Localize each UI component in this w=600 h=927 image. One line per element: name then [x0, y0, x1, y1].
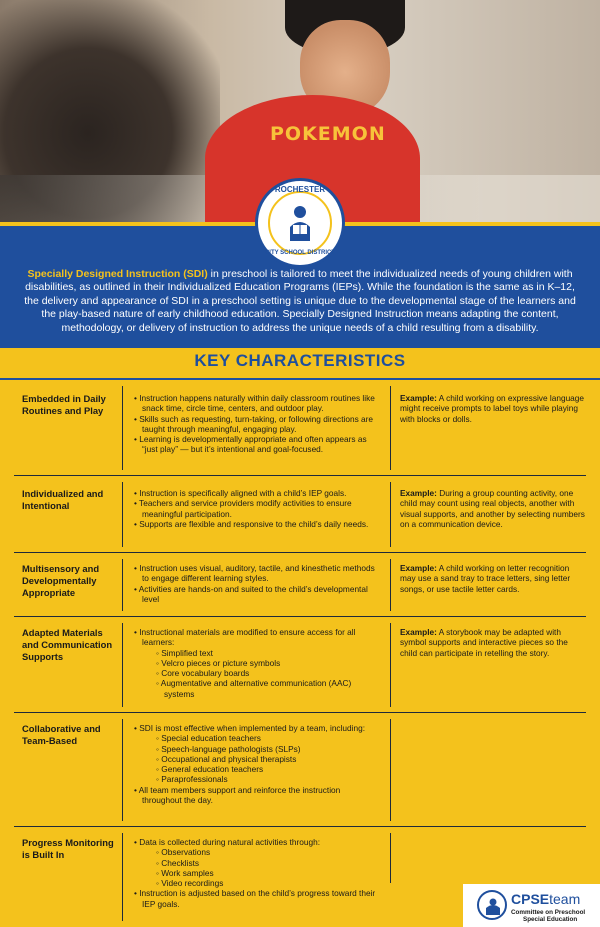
- bullet: • Instruction happens naturally within daily classroom routines like snack time, circle time, centers, and outdoor play.: [134, 393, 375, 414]
- column-divider: [390, 559, 391, 611]
- characteristic-row: [0, 713, 600, 827]
- logo-brand-main: CPSE: [511, 891, 550, 907]
- intro-paragraph: [22, 268, 578, 335]
- sub-bullet: ◦ Paraprofessionals: [156, 774, 228, 785]
- sub-bullet: ◦ Occupational and physical therapists: [156, 753, 297, 764]
- characteristic-row: [0, 380, 600, 476]
- bullet: • Skills such as requesting, turn-taking, or following directions are taught through meaningful, engaging play.: [134, 413, 374, 434]
- school-district-seal: [255, 178, 345, 268]
- sub-bullet: ◦ Work samples: [156, 867, 214, 878]
- sub-bullet: ◦ Core vocabulary boards: [156, 668, 250, 679]
- row-details: [134, 837, 380, 909]
- sub-bullet: ◦ Special education teachers: [156, 733, 261, 744]
- row-details: [134, 563, 380, 604]
- example-text: A child working on letter recognition may use a sand tray to trace letters, sing letter songs, or use tactile letter cards.: [400, 563, 571, 594]
- sub-bullet: ◦ Simplified text: [156, 647, 213, 658]
- logo-brand-team: team: [549, 891, 581, 907]
- characteristic-row: [0, 617, 600, 713]
- cpse-team-logo: [463, 884, 600, 927]
- column-divider: [390, 623, 391, 707]
- seal-text-bottom: CITY SCHOOL DISTRICT: [264, 250, 336, 256]
- example-label: Example:: [400, 627, 437, 637]
- sub-bullet: ◦ Checklists: [156, 857, 200, 868]
- column-divider: [122, 833, 123, 921]
- section-title: KEY CHARACTERISTICS: [194, 351, 406, 370]
- bullet: • Learning is developmentally appropriate and often appears as “just play” — but it’s intentional and goal-focused.: [134, 434, 367, 455]
- sub-bullet: ◦ Augmentative and alternative communication (AAC) systems: [156, 678, 352, 699]
- characteristic-row: [0, 476, 600, 553]
- column-divider: [390, 386, 391, 470]
- intro-text: in preschool is tailored to meet the individualized needs of young children with disabilities, as outlined in their Individualized Education Programs (IEPs). While the foundation is the same as in K–12, the delivery and appearance of SDI in a preschool setting is unique due to the developmental stage of the learners and the play-based nature of early childhood education. Specially Designed Instruction means adapting the content, methodology, or delivery of instruction to address the unique needs of a child resulting from a disability.: [24, 268, 576, 334]
- bullet: • All team members support and reinforce the instruction throughout the day.: [134, 784, 341, 806]
- row-example: [400, 563, 585, 594]
- sub-bullet: ◦ Observations: [156, 847, 211, 858]
- column-divider: [122, 559, 123, 611]
- row-example: [400, 488, 585, 529]
- reading-figure-icon: [285, 203, 315, 243]
- bullet: • Instruction uses visual, auditory, tactile, and kinesthetic methods to engage different learning styles.: [134, 563, 375, 584]
- example-text: A storybook may be adapted with symbol supports and interactive pieces so the child can participate in retelling the story.: [400, 627, 568, 658]
- column-divider: [390, 719, 391, 821]
- bullet: • Instruction is specifically aligned with a child’s IEP goals.: [134, 488, 347, 498]
- example-text: A child working on expressive language might receive prompts to label toys while playing with blocks or dolls.: [400, 393, 585, 424]
- bullet: • Teachers and service providers modify activities to ensure meaningful participation.: [134, 498, 352, 519]
- sub-bullet: ◦ General education teachers: [156, 764, 264, 775]
- bullet: • Activities are hands-on and suited to the child’s developmental level: [134, 583, 368, 604]
- bullet: • SDI is most effective when implemented by a team, including:: [134, 723, 366, 733]
- example-label: Example:: [400, 563, 437, 573]
- row-title: Embedded in Daily Routines and Play: [22, 393, 106, 416]
- row-example: [400, 627, 585, 658]
- column-divider: [122, 386, 123, 470]
- row-title: Individualized and Intentional: [22, 488, 104, 511]
- example-label: Example:: [400, 488, 437, 498]
- column-divider: [122, 482, 123, 547]
- characteristic-row: [0, 553, 600, 617]
- shirt-text: POKEMON: [270, 123, 386, 145]
- row-title: Collaborative and Team-Based: [22, 723, 101, 746]
- sub-bullet: ◦ Video recordings: [156, 878, 224, 889]
- example-label: Example:: [400, 393, 437, 403]
- seal-text-top: ROCHESTER: [274, 185, 326, 194]
- logo-figure-icon: [483, 896, 503, 916]
- bullet: • Data is collected during natural activities through:: [134, 837, 320, 847]
- row-details: [134, 488, 380, 529]
- logo-line1: Committee on Preschool: [511, 909, 586, 916]
- bullet: • Supports are flexible and responsive to the child’s daily needs.: [134, 518, 369, 529]
- row-details: [134, 393, 380, 455]
- example-text: During a group counting activity, one child may count using real objects, another with visual supports, and another by selecting numbers on a communication device.: [400, 488, 585, 529]
- logo-brand: [511, 891, 580, 907]
- row-title: Adapted Materials and Communication Supports: [22, 627, 113, 662]
- sub-bullet: ◦ Velcro pieces or picture symbols: [156, 657, 281, 668]
- row-details: [134, 627, 380, 699]
- column-divider: [122, 719, 123, 821]
- row-title: Progress Monitoring is Built In: [22, 837, 114, 860]
- logo-line2: Special Education: [523, 916, 578, 923]
- row-details: [134, 723, 380, 805]
- column-divider: [122, 623, 123, 707]
- column-divider: [390, 482, 391, 547]
- row-example: [400, 393, 585, 424]
- row-title: Multisensory and Developmentally Appropriate: [22, 563, 100, 598]
- bullet: • Instructional materials are modified to ensure access for all learners:: [134, 627, 356, 648]
- column-divider: [390, 833, 391, 883]
- bullet: • Instruction is adjusted based on the child’s progress toward their IEP goals.: [134, 888, 376, 909]
- sub-bullet: ◦ Speech-language pathologists (SLPs): [156, 743, 301, 754]
- intro-highlight: Specially Designed Instruction (SDI): [27, 268, 208, 280]
